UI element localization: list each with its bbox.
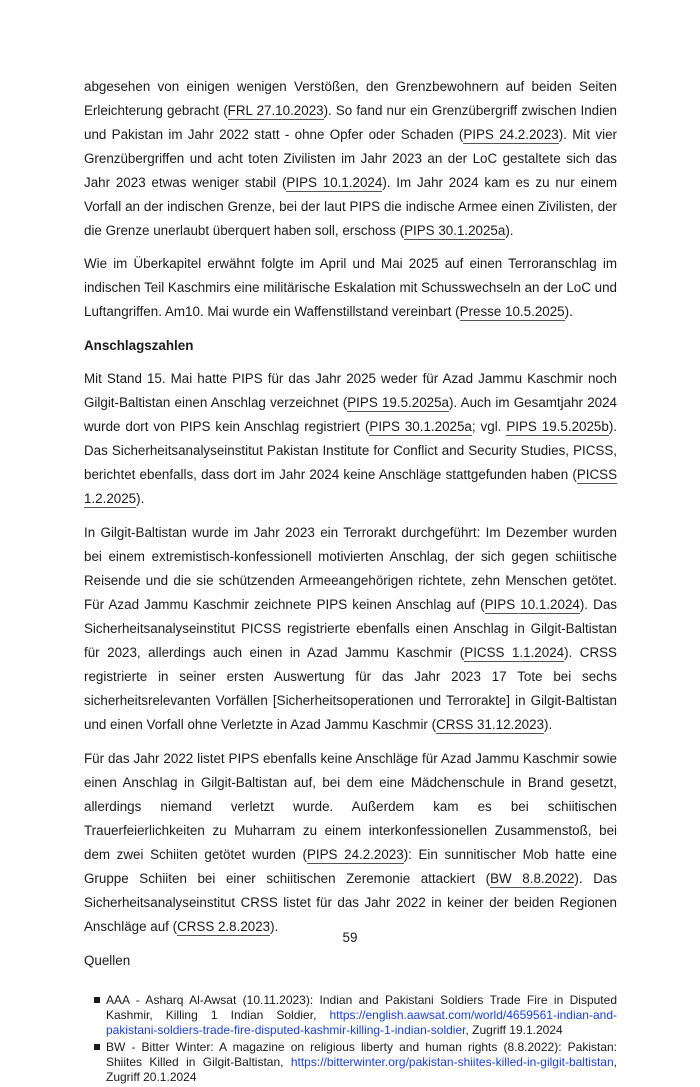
page-number: 59 (342, 930, 358, 945)
citation-link[interactable]: PIPS 10.1.2024 (484, 597, 580, 612)
citation-link[interactable]: PIPS 30.1.2025a (369, 419, 472, 434)
citation-link[interactable]: PIPS 30.1.2025a (404, 223, 506, 238)
citation-link[interactable]: Presse 10.5.2025 (459, 304, 565, 319)
sources-heading: Quellen (84, 953, 131, 968)
section-heading: Anschlagszahlen (84, 338, 194, 353)
square-bullet-icon (94, 997, 100, 1003)
sources-list (84, 993, 617, 1085)
citation-link[interactable]: CRSS 2.8.2023 (177, 919, 271, 934)
source-url-link[interactable]: https://english.aawsat.com/world/4659561-indian-and-pakistani-soldiers-trade-fire-disputed-kashmir-killing-1-indian-soldier (106, 1008, 617, 1037)
paragraph-escalation-2025: Wie im Überkapitel erwähnt folgte im April und Mai 2025 auf einen Terroranschlag im indischen Teil Kaschmirs eine militärische Eskalation mit Schusswechseln an der LoC und Luftangriffen. Am10. Mai wurde ein Waffenstillstand vereinbart (Presse 10.5.2025). (84, 256, 617, 319)
square-bullet-icon (94, 1044, 100, 1050)
citation-link[interactable]: PICSS 1.1.2024 (464, 645, 565, 660)
source-item: BW - Bitter Winter: A magazine on religious liberty and human rights (8.8.2022): Pakistan: Shiites Killed in Gilgit-Baltistan, https://bitterwinter.org/pakistan-shiites-killed-in-gilgit-baltistan, Zugriff 20.1.2024 (94, 1040, 617, 1085)
citation-link[interactable]: PICSS 1.2.2025 (84, 467, 617, 506)
paragraph-attack-numbers-2024-2025: Mit Stand 15. Mai hatte PIPS für das Jahr 2025 weder für Azad Jammu Kaschmir noch Gilgit-Baltistan einen Anschlag verzeichnet (PIPS 19.5.2025a). Auch im Gesamtjahr 2024 wurde dort von PIPS kein Anschlag registriert (PIPS 30.1.2025a; vgl. PIPS 19.5.2025b). Das Sicherheitsanalyseinstitut Pakistan Institute for Conflict and Security Studies, PICSS, berichtet ebenfalls, dass dort im Jahr 2024 keine Anschläge stattgefunden haben (PICSS 1.2.2025). (84, 371, 617, 506)
paragraph-border-incidents: abgesehen von einigen wenigen Verstößen, den Grenzbewohnern auf beiden Seiten Erleichterung gebracht (FRL 27.10.2023). So fand nur ein Grenzübergriff zwischen Indien und Pakistan im Jahr 2022 statt - ohne Opfer oder Schaden (PIPS 24.2.2023). Mit vier Grenzübergriffen und acht toten Zivilisten im Jahr 2023 an der LoC gestaltete sich das Jahr 2023 etwas weniger stabil (PIPS 10.1.2024). Im Jahr 2024 kam es zu nur einem Vorfall an der indischen Grenze, bei der laut PIPS die indische Armee einen Zivilisten, der die Grenze unerlaubt überquert haben soll, erschoss (PIPS 30.1.2025a). (84, 79, 617, 238)
citation-link[interactable]: CRSS 31.12.2023 (436, 717, 545, 732)
citation-link[interactable]: BW 8.8.2022 (490, 871, 575, 886)
citation-link[interactable]: PIPS 10.1.2024 (286, 175, 383, 190)
citation-link[interactable]: FRL 27.10.2023 (227, 103, 324, 118)
source-url-link[interactable]: https://bitterwinter.org/pakistan-shiites-killed-in-gilgit-baltistan (290, 1055, 614, 1069)
citation-link[interactable]: PIPS 24.2.2023 (463, 127, 559, 142)
paragraph-attack-numbers-2022: Für das Jahr 2022 listet PIPS ebenfalls keine Anschläge für Azad Jammu Kaschmir sowie einen Anschlag in Gilgit-Baltistan auf, bei dem eine Mädchenschule in Brand gesetzt, allerdings niemand verletzt wurde. Außerdem kam es bei schiitischen Trauerfeierlichkeiten zu Muharram zu einem interkonfessionellen Zusammenstoß, bei dem zwei Schiiten getötet wurden (PIPS 24.2.2023): Ein sunnitischer Mob hatte eine Gruppe Schiiten bei einer schiitischen Zeremonie attackiert (BW 8.8.2022). Das Sicherheitsanalyseinstitut CRSS listet für das Jahr 2022 in keiner der beiden Regionen Anschläge auf (CRSS 2.8.2023). (84, 751, 618, 934)
citation-link[interactable]: PIPS 24.2.2023 (306, 847, 404, 862)
paragraph-attack-numbers-2023: In Gilgit-Baltistan wurde im Jahr 2023 ein Terrorakt durchgeführt: Im Dezember wurden bei einem extremistisch-konfessionell motivierten Anschlag, der sich gegen schiitische Reisende und die sie schützenden Armeeangehörigen richtete, zehn Menschen getötet. Für Azad Jammu Kaschmir zeichnete PIPS keinen Anschlag auf (PIPS 10.1.2024). Das Sicherheitsanalyseinstitut PICSS registrierte ebenfalls einen Anschlag in Gilgit-Baltistan für 2023, allerdings auch einen in Azad Jammu Kaschmir (PICSS 1.1.2024). CRSS registrierte in seiner ersten Auswertung für das Jahr 2023 17 Tote bei sechs sicherheitsrelevanten Vorfällen [Sicherheitsoperationen und Terrorakte] in Gilgit-Baltistan und einen Vorfall ohne Verletzte in Azad Jammu Kaschmir (CRSS 31.12.2023). (84, 525, 617, 732)
citation-link[interactable]: PIPS 19.5.2025b (506, 419, 609, 434)
citation-link[interactable]: PIPS 19.5.2025a (347, 395, 450, 410)
source-item: AAA - Asharq Al-Awsat (10.11.2023): Indian and Pakistani Soldiers Trade Fire in Disputed Kashmir, Killing 1 Indian Soldier, https://english.aawsat.com/world/4659561-indian-and-pakistani-soldiers-trade-fire-disputed-kashmir-killing-1-indian-soldier, Zugriff 19.1.2024 (94, 993, 617, 1038)
